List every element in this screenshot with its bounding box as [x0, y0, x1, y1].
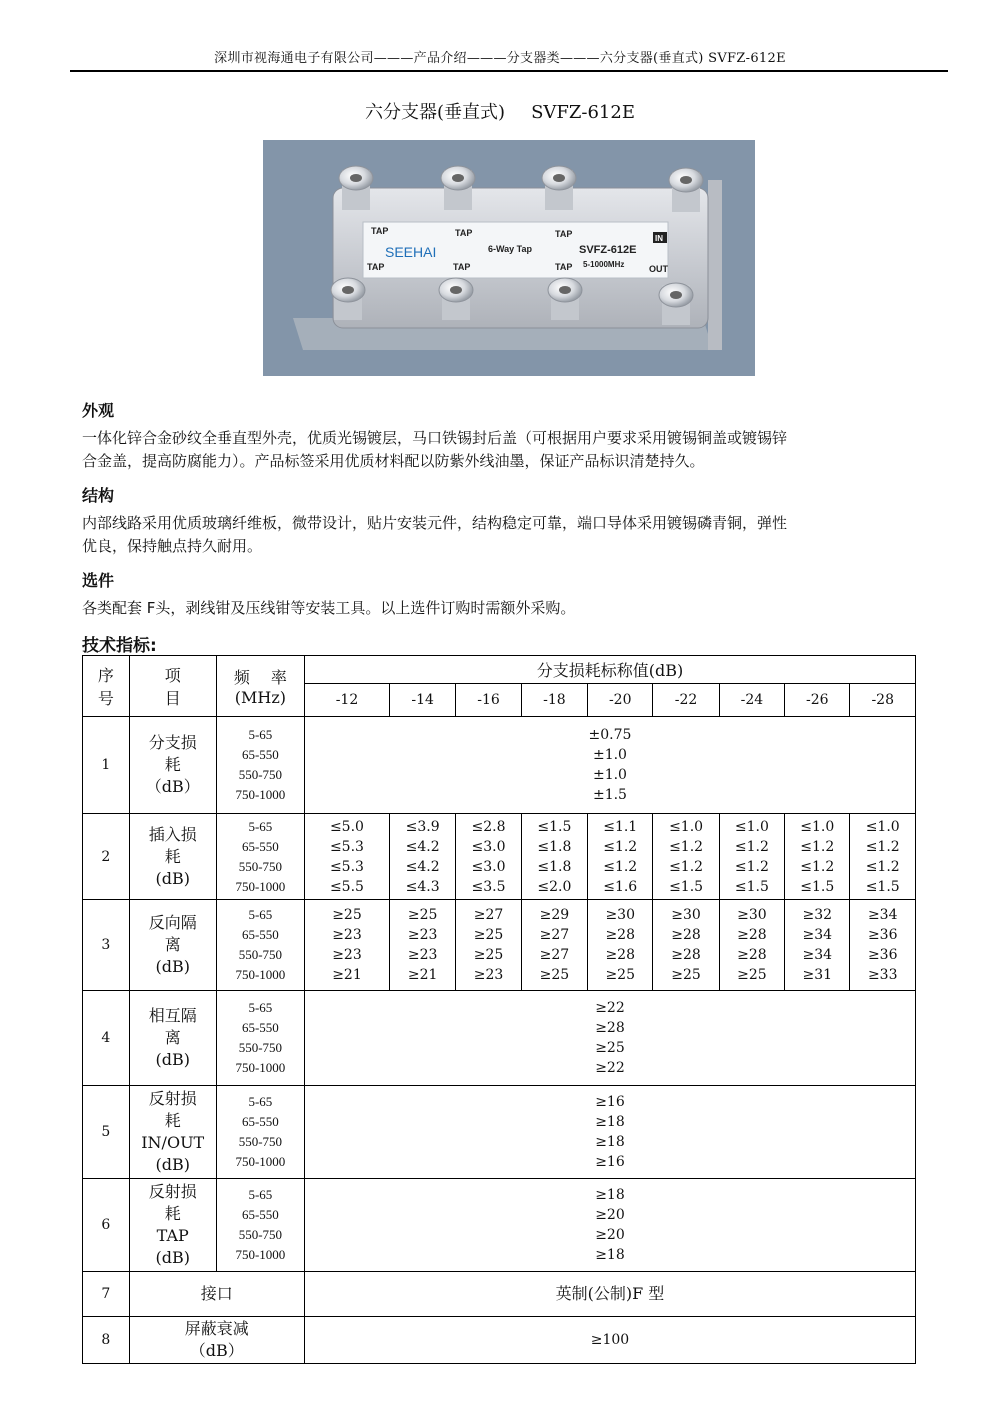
row-value: ≥18 ≥20 ≥20 ≥18 — [304, 1179, 915, 1272]
row-seq: 5 — [83, 1086, 130, 1179]
row-item: 反向隔 离 (dB) — [129, 900, 216, 991]
label-tap: TAP — [555, 229, 573, 239]
running-header: 深圳市视海通电子有限公司———产品介绍———分支器类———六分支器(垂直式) SVFZ-612E — [214, 51, 786, 66]
label-tap: TAP — [371, 226, 389, 236]
header-frequency: 频 率 (MHz) — [216, 656, 304, 717]
row-value: ≤1.5 ≤1.8 ≤1.8 ≤2.0 — [521, 814, 587, 900]
connector-icon — [542, 166, 576, 210]
section-body-structure — [82, 512, 918, 558]
table-row — [83, 1086, 916, 1179]
label-tap: TAP — [453, 262, 471, 272]
spec-title: 技术指标: — [82, 636, 157, 656]
row-freq: 5-65 65-550 550-750 750-1000 — [216, 1086, 304, 1179]
row-value: ≥27 ≥25 ≥25 ≥23 — [456, 900, 521, 991]
table-row — [83, 717, 916, 814]
row-value: ≥30 ≥28 ≥28 ≥25 — [588, 900, 653, 991]
table-row — [83, 991, 916, 1086]
label-type: 6-Way Tap — [488, 244, 533, 254]
header-col: -20 — [588, 684, 653, 717]
label-tap: TAP — [367, 262, 385, 272]
header-col: -12 — [304, 684, 389, 717]
row-freq: 5-65 65-550 550-750 750-1000 — [216, 991, 304, 1086]
row-value: ≥30 ≥28 ≥28 ≥25 — [719, 900, 784, 991]
row-item: 分支损 耗 （dB） — [129, 717, 216, 814]
row-value: ≤1.0 ≤1.2 ≤1.2 ≤1.5 — [785, 814, 850, 900]
header-rule — [70, 70, 948, 72]
row-seq: 6 — [83, 1179, 130, 1272]
row-value: ±0.75 ±1.0 ±1.0 ±1.5 — [304, 717, 915, 814]
row-value: 英制(公制)F 型 — [304, 1272, 915, 1317]
row-item: 反射损 耗 IN/OUT (dB) — [129, 1086, 216, 1179]
body-line: 一体化锌合金砂纹全垂直型外壳，优质光锡镀层，马口铁锡封后盖（可根据用户要求采用镀锡铜盖或镀锡锌 — [82, 429, 788, 447]
body-line: 合金盖，提高防腐能力）。产品标签采用优质材料配以防紫外线油墨，保证产品标识清楚持久。 — [82, 452, 705, 470]
row-freq: 5-65 65-550 550-750 750-1000 — [216, 900, 304, 991]
row-value: ≥25 ≥23 ≥23 ≥21 — [304, 900, 389, 991]
connector-icon — [441, 166, 475, 210]
row-value: ≥34 ≥36 ≥36 ≥33 — [850, 900, 916, 991]
label-model: SVFZ-612E — [579, 244, 637, 256]
row-item: 反射损 耗 TAP (dB) — [129, 1179, 216, 1272]
row-freq: 5-65 65-550 550-750 750-1000 — [216, 814, 304, 900]
document-title — [0, 98, 1000, 124]
row-value: ≥32 ≥34 ≥34 ≥31 — [785, 900, 850, 991]
label-tap: TAP — [455, 228, 473, 238]
table-row — [83, 900, 916, 991]
section-heading-structure: 结构 — [82, 486, 115, 505]
section-body-options — [82, 597, 918, 620]
header-nominal-tap-loss: 分支损耗标称值(dB) — [304, 656, 915, 684]
section-heading-appearance: 外观 — [82, 401, 115, 420]
header-col: -28 — [850, 684, 916, 717]
row-seq: 1 — [83, 717, 130, 814]
product-photo — [263, 140, 755, 376]
header-col: -24 — [719, 684, 784, 717]
title-text: 六分支器(垂直式) — [365, 102, 506, 123]
label-band: 5-1000MHz — [583, 260, 625, 269]
connector-icon — [659, 283, 693, 325]
title-model: SVFZ-612E — [531, 102, 635, 123]
header-seq: 序 号 — [83, 656, 130, 717]
table-header-row — [83, 656, 916, 684]
row-value: ≥100 — [304, 1317, 915, 1364]
row-value: ≥29 ≥27 ≥27 ≥25 — [521, 900, 587, 991]
body-line: 各类配套 F头，剥线钳及压线钳等安装工具。以上选件订购时需额外采购。 — [82, 599, 576, 617]
row-value: ≥16 ≥18 ≥18 ≥16 — [304, 1086, 915, 1179]
row-value: ≤1.1 ≤1.2 ≤1.2 ≤1.6 — [588, 814, 653, 900]
row-item: 屏蔽衰减 （dB） — [129, 1317, 304, 1364]
connector-icon — [331, 278, 365, 320]
row-value: ≥22 ≥28 ≥25 ≥22 — [304, 991, 915, 1086]
header-col: -22 — [653, 684, 719, 717]
header-col: -26 — [785, 684, 850, 717]
section-body-appearance — [82, 427, 918, 473]
row-freq: 5-65 65-550 550-750 750-1000 — [216, 1179, 304, 1272]
brand-logo: SEEHAI — [385, 244, 437, 260]
header-col: -14 — [389, 684, 455, 717]
label-out: OUT — [649, 264, 668, 274]
connector-icon — [669, 168, 703, 212]
row-value: ≤1.0 ≤1.2 ≤1.2 ≤1.5 — [850, 814, 916, 900]
table-row — [83, 1317, 916, 1364]
row-item: 插入损 耗 (dB) — [129, 814, 216, 900]
row-value: ≤5.0 ≤5.3 ≤5.3 ≤5.5 — [304, 814, 389, 900]
row-freq: 5-65 65-550 550-750 750-1000 — [216, 717, 304, 814]
header-col: -16 — [456, 684, 521, 717]
row-value: ≤2.8 ≤3.0 ≤3.0 ≤3.5 — [456, 814, 521, 900]
row-seq: 7 — [83, 1272, 130, 1317]
table-row — [83, 1179, 916, 1272]
row-value: ≤1.0 ≤1.2 ≤1.2 ≤1.5 — [719, 814, 784, 900]
connector-icon — [339, 166, 373, 210]
header-item: 项 目 — [129, 656, 216, 717]
connector-icon — [439, 278, 473, 320]
section-heading-options: 选件 — [82, 571, 115, 590]
label-tap: TAP — [555, 262, 573, 272]
spec-table — [82, 655, 916, 1364]
row-value: ≥25 ≥23 ≥23 ≥21 — [389, 900, 455, 991]
row-value: ≤1.0 ≤1.2 ≤1.2 ≤1.5 — [653, 814, 719, 900]
row-seq: 3 — [83, 900, 130, 991]
body-line: 优良，保持触点持久耐用。 — [82, 537, 263, 555]
row-value: ≥30 ≥28 ≥28 ≥25 — [653, 900, 719, 991]
row-seq: 8 — [83, 1317, 130, 1364]
row-seq: 2 — [83, 814, 130, 900]
side-flange — [708, 180, 722, 350]
row-value: ≤3.9 ≤4.2 ≤4.2 ≤4.3 — [389, 814, 455, 900]
row-seq: 4 — [83, 991, 130, 1086]
connector-icon — [548, 278, 582, 320]
body-line: 内部线路采用优质玻璃纤维板，微带设计，贴片安装元件，结构稳定可靠，端口导体采用镀锡磷青铜，弹性 — [82, 514, 788, 532]
row-item: 相互隔 离 (dB) — [129, 991, 216, 1086]
row-item: 接口 — [129, 1272, 304, 1317]
table-row — [83, 1272, 916, 1317]
table-row — [83, 814, 916, 900]
header-col: -18 — [521, 684, 587, 717]
label-in: IN — [655, 234, 663, 243]
